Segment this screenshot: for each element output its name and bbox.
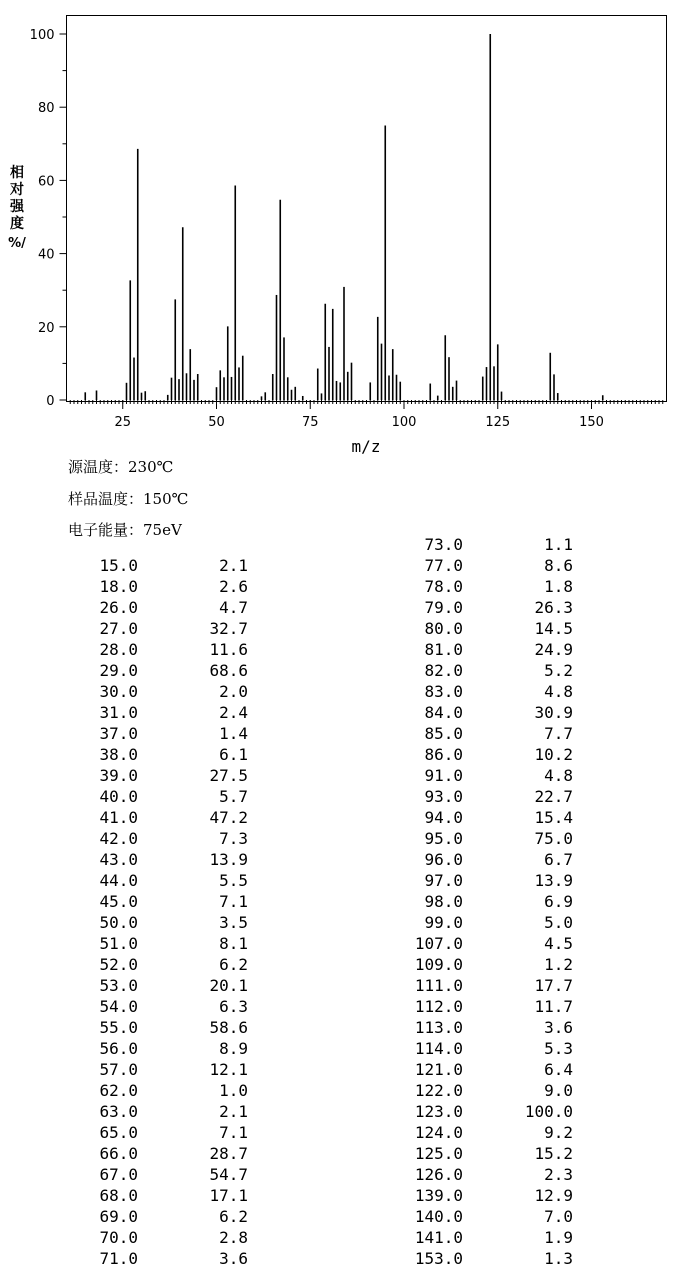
- y-tick-label: 40: [37, 247, 55, 263]
- x-tick-label: 50: [208, 415, 225, 430]
- mz-value: 65.0: [99, 1123, 138, 1142]
- relative-intensity-value: 47.2: [209, 808, 248, 827]
- relative-intensity-value: 27.5: [209, 766, 248, 785]
- relative-intensity-value: 1.8: [544, 577, 573, 596]
- relative-intensity-value: 8.1: [219, 934, 248, 953]
- relative-intensity-value: 12.9: [534, 1186, 573, 1205]
- relative-intensity-value: 9.2: [544, 1123, 573, 1142]
- plot-frame: [67, 16, 667, 402]
- relative-intensity-value: 24.9: [534, 640, 573, 659]
- relative-intensity-value: 9.0: [544, 1081, 573, 1100]
- mz-value: 56.0: [99, 1039, 138, 1058]
- mz-value: 114.0: [414, 1039, 463, 1058]
- relative-intensity-value: 68.6: [209, 661, 248, 680]
- mz-value: 80.0: [424, 619, 463, 638]
- spectrum-peaks: [85, 34, 603, 400]
- x-axis-label: m/z: [351, 437, 381, 456]
- mz-value: 153.0: [414, 1249, 463, 1268]
- relative-intensity-value: 3.6: [544, 1018, 573, 1037]
- mz-value: 107.0: [414, 934, 463, 953]
- mz-value: 50.0: [99, 913, 138, 932]
- relative-intensity-value: 6.7: [544, 850, 573, 869]
- mz-value: 37.0: [99, 724, 138, 743]
- mz-value: 91.0: [424, 766, 463, 785]
- relative-intensity-value: 1.0: [219, 1081, 248, 1100]
- relative-intensity-value: 3.5: [219, 913, 248, 932]
- relative-intensity-value: 6.3: [219, 997, 248, 1016]
- mz-value: 68.0: [99, 1186, 138, 1205]
- mz-value: 111.0: [414, 976, 463, 995]
- relative-intensity-value: 8.9: [219, 1039, 248, 1058]
- source-temperature: [68, 456, 173, 477]
- relative-intensity-value: 32.7: [209, 619, 248, 638]
- mz-value: 52.0: [99, 955, 138, 974]
- mz-value: 83.0: [424, 682, 463, 701]
- mz-value: 126.0: [414, 1165, 463, 1184]
- relative-intensity-value: 7.3: [219, 829, 248, 848]
- x-tick-label: 25: [114, 415, 132, 430]
- table-row: [0, 535, 573, 556]
- y-tick-label: 100: [29, 28, 55, 43]
- x-tick-label: 125: [485, 415, 511, 430]
- mz-value: 71.0: [99, 1249, 138, 1268]
- relative-intensity-value: 2.1: [219, 1102, 248, 1121]
- y-axis-title: [6, 165, 28, 233]
- mz-value: 99.0: [424, 913, 463, 932]
- relative-intensity-value: 2.0: [219, 682, 248, 701]
- relative-intensity-value: 15.2: [534, 1144, 573, 1163]
- mz-value: 94.0: [424, 808, 463, 827]
- mz-value: 29.0: [99, 661, 138, 680]
- relative-intensity-value: 15.4: [534, 808, 573, 827]
- relative-intensity-value: 7.1: [219, 892, 248, 911]
- mz-value: 51.0: [99, 934, 138, 953]
- condition-label: 源温度：: [68, 458, 129, 476]
- mz-value: 140.0: [414, 1207, 463, 1226]
- relative-intensity-value: 14.5: [534, 619, 573, 638]
- x-tick-label: 150: [579, 415, 604, 430]
- relative-intensity-value: 1.4: [219, 724, 248, 743]
- relative-intensity-value: 58.6: [209, 1018, 248, 1037]
- y-tick-label: 20: [37, 320, 55, 336]
- relative-intensity-value: 2.6: [219, 577, 248, 596]
- mz-value: 112.0: [414, 997, 463, 1016]
- mz-value: 125.0: [414, 1144, 463, 1163]
- mz-value: 53.0: [99, 976, 138, 995]
- relative-intensity-value: 1.9: [544, 1228, 573, 1247]
- y-axis-label-char: 对: [10, 182, 24, 198]
- mz-value: 30.0: [99, 682, 138, 701]
- mz-value: 84.0: [424, 703, 463, 722]
- relative-intensity-value: 6.9: [544, 892, 573, 911]
- condition-label: 电子能量：: [68, 521, 144, 539]
- mz-value: 121.0: [414, 1060, 463, 1079]
- mz-value: 31.0: [99, 703, 138, 722]
- mz-value: 122.0: [414, 1081, 463, 1100]
- mz-value: 123.0: [414, 1102, 463, 1121]
- mz-value: 109.0: [414, 955, 463, 974]
- relative-intensity-value: 26.3: [534, 598, 573, 617]
- mz-value: 95.0: [424, 829, 463, 848]
- mz-value: 79.0: [424, 598, 463, 617]
- mz-value: 41.0: [99, 808, 138, 827]
- relative-intensity-value: 2.8: [219, 1228, 248, 1247]
- mz-value: 96.0: [424, 850, 463, 869]
- condition-label: 样品温度：: [68, 490, 144, 508]
- mz-value: 26.0: [99, 598, 138, 617]
- mz-value: 67.0: [99, 1165, 138, 1184]
- y-axis-unit: %/: [8, 236, 26, 251]
- relative-intensity-value: 17.7: [534, 976, 573, 995]
- mz-value: 93.0: [424, 787, 463, 806]
- relative-intensity-value: 20.1: [209, 976, 248, 995]
- relative-intensity-value: 13.9: [534, 871, 573, 890]
- relative-intensity-value: 4.8: [544, 766, 573, 785]
- relative-intensity-value: 2.4: [219, 703, 248, 722]
- table-row: [0, 1060, 573, 1081]
- mz-value: 82.0: [424, 661, 463, 680]
- relative-intensity-value: 5.0: [544, 913, 573, 932]
- x-tick-label: 100: [391, 415, 417, 430]
- relative-intensity-value: 12.1: [209, 1060, 248, 1079]
- y-axis-label-char: 相: [10, 165, 24, 181]
- mz-value: 44.0: [99, 871, 138, 890]
- mz-value: 98.0: [424, 892, 463, 911]
- relative-intensity-value: 6.2: [219, 1207, 248, 1226]
- relative-intensity-value: 5.3: [544, 1039, 573, 1058]
- relative-intensity-value: 7.1: [219, 1123, 248, 1142]
- mz-value: 78.0: [424, 577, 463, 596]
- mz-value: 42.0: [99, 829, 138, 848]
- mz-value: 66.0: [99, 1144, 138, 1163]
- y-tick-label: 80: [37, 101, 55, 117]
- relative-intensity-value: 1.1: [544, 535, 573, 554]
- relative-intensity-value: 8.6: [544, 556, 573, 575]
- relative-intensity-value: 11.6: [209, 640, 248, 659]
- relative-intensity-value: 1.2: [544, 955, 573, 974]
- mz-value: 86.0: [424, 745, 463, 764]
- mz-value: 62.0: [99, 1081, 138, 1100]
- relative-intensity-value: 10.2: [534, 745, 573, 764]
- y-axis-label-char: 强: [10, 199, 24, 215]
- relative-intensity-value: 6.1: [219, 745, 248, 764]
- relative-intensity-value: 6.2: [219, 955, 248, 974]
- mz-value: 54.0: [99, 997, 138, 1016]
- mz-value: 57.0: [99, 1060, 138, 1079]
- mass-spectrum-chart: [0, 0, 684, 460]
- relative-intensity-value: 100.0: [524, 1102, 573, 1121]
- relative-intensity-value: 5.7: [219, 787, 248, 806]
- mz-value: 15.0: [99, 556, 138, 575]
- mz-value: 43.0: [99, 850, 138, 869]
- condition-value: 230℃: [128, 458, 174, 476]
- relative-intensity-value: 11.7: [534, 997, 573, 1016]
- mz-value: 39.0: [99, 766, 138, 785]
- relative-intensity-value: 28.7: [209, 1144, 248, 1163]
- mz-value: 18.0: [99, 577, 138, 596]
- relative-intensity-value: 13.9: [209, 850, 248, 869]
- relative-intensity-value: 17.1: [209, 1186, 248, 1205]
- relative-intensity-value: 6.4: [544, 1060, 573, 1079]
- relative-intensity-value: 5.2: [544, 661, 573, 680]
- relative-intensity-value: 2.1: [219, 556, 248, 575]
- relative-intensity-value: 22.7: [534, 787, 573, 806]
- mz-value: 113.0: [414, 1018, 463, 1037]
- mz-value: 139.0: [414, 1186, 463, 1205]
- mz-value: 97.0: [424, 871, 463, 890]
- mz-value: 141.0: [414, 1228, 463, 1247]
- relative-intensity-value: 4.8: [544, 682, 573, 701]
- y-axis-label: [6, 165, 28, 252]
- y-tick-label: 0: [46, 394, 55, 409]
- relative-intensity-value: 4.7: [219, 598, 248, 617]
- relative-intensity-value: 30.9: [534, 703, 573, 722]
- relative-intensity-value: 54.7: [209, 1165, 248, 1184]
- mz-value: 28.0: [99, 640, 138, 659]
- mz-value: 73.0: [424, 535, 463, 554]
- relative-intensity-value: 75.0: [534, 829, 573, 848]
- axis-tick-labels: [30, 28, 604, 430]
- mz-value: 40.0: [99, 787, 138, 806]
- mz-value: 55.0: [99, 1018, 138, 1037]
- mz-value: 45.0: [99, 892, 138, 911]
- relative-intensity-value: 1.3: [544, 1249, 573, 1268]
- mz-value: 63.0: [99, 1102, 138, 1121]
- condition-value: 150℃: [143, 490, 189, 508]
- mz-value: 38.0: [99, 745, 138, 764]
- mz-value: 85.0: [424, 724, 463, 743]
- relative-intensity-value: 7.0: [544, 1207, 573, 1226]
- relative-intensity-value: 2.3: [544, 1165, 573, 1184]
- relative-intensity-value: 4.5: [544, 934, 573, 953]
- mz-value: 77.0: [424, 556, 463, 575]
- y-tick-label: 60: [37, 174, 55, 190]
- y-axis-label-char: 度: [10, 216, 24, 232]
- relative-intensity-value: 3.6: [219, 1249, 248, 1268]
- mz-value: 124.0: [414, 1123, 463, 1142]
- condition-value: 75eV: [143, 521, 182, 539]
- relative-intensity-value: 7.7: [544, 724, 573, 743]
- mz-value: 27.0: [99, 619, 138, 638]
- mz-value: 69.0: [99, 1207, 138, 1226]
- mz-value: 70.0: [99, 1228, 138, 1247]
- mz-value: 81.0: [424, 640, 463, 659]
- x-tick-label: 75: [301, 415, 319, 430]
- sample-temperature: [68, 488, 188, 509]
- relative-intensity-value: 5.5: [219, 871, 248, 890]
